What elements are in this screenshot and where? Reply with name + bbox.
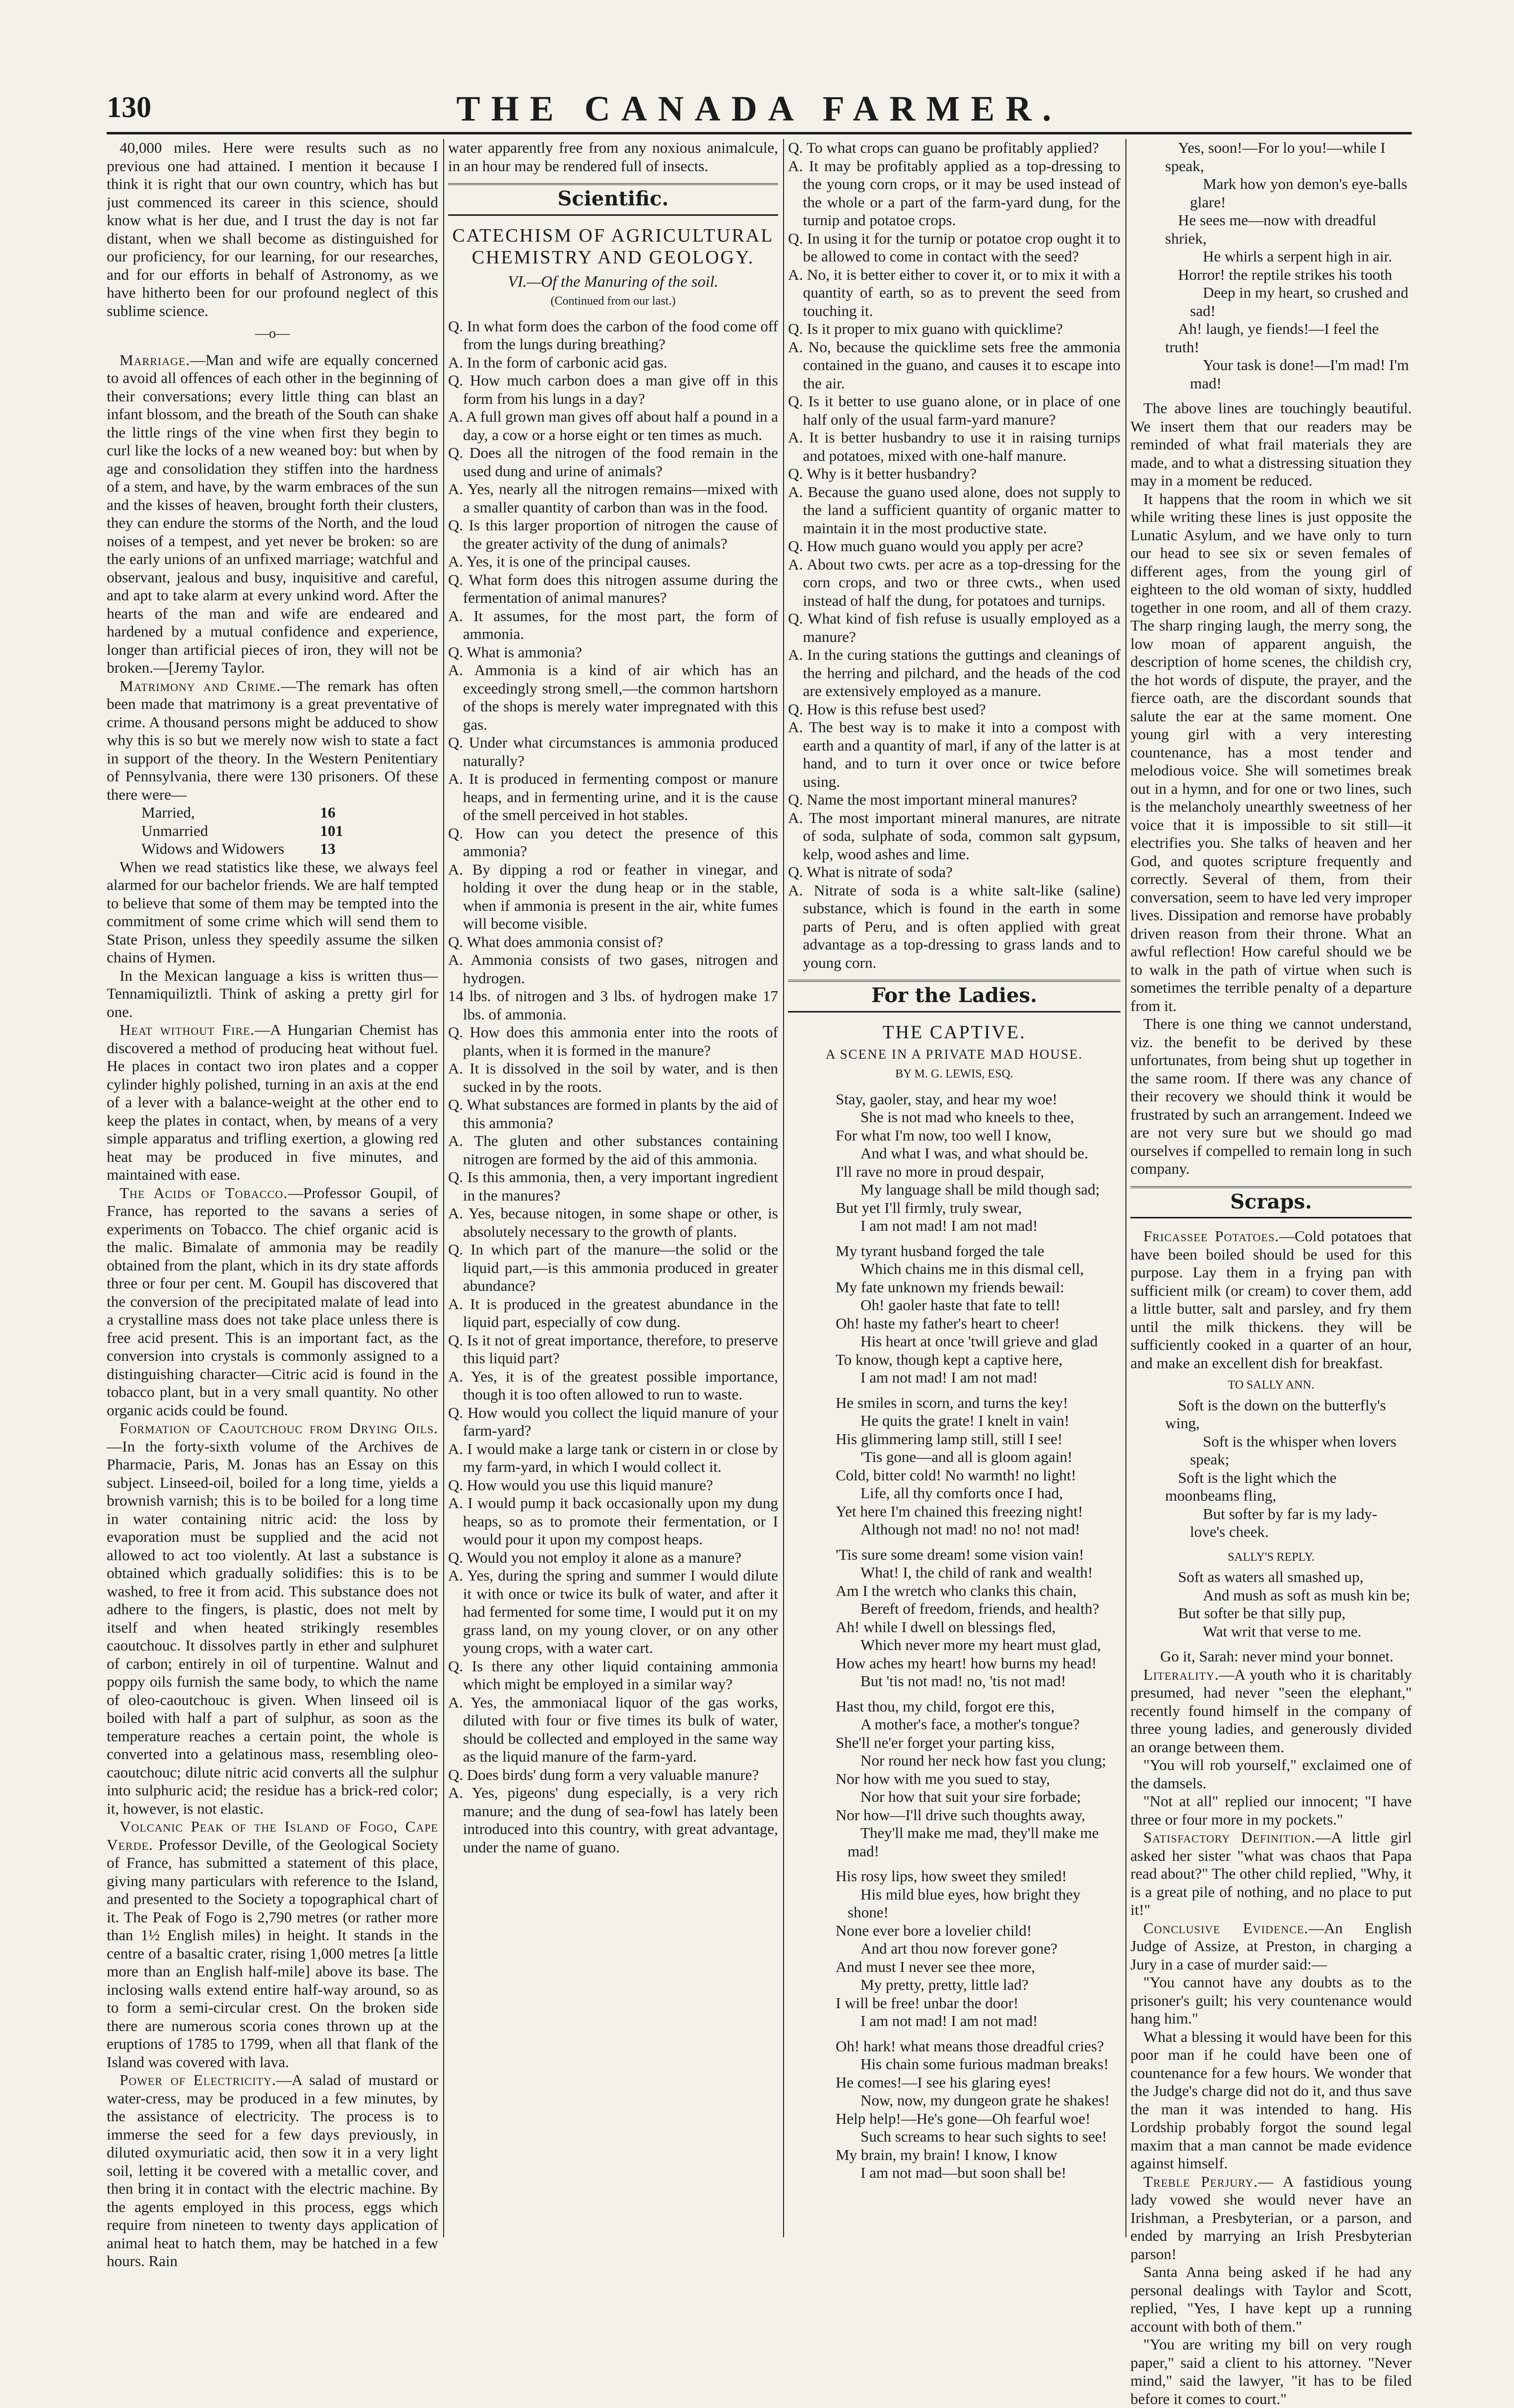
item-text: —A Hungarian Chemist has discovered a method of producing heat without fuel. He places in contact two iron plates and a copper cylinder highly polished, turning in an axis at the end of a lever with a balance-weight at the other end to keep the plates in contact, when, by means of a very simple apparatus and trifling exertion, a glowing red heat may be produced in five minutes, and maintained with ease.	[107, 1021, 438, 1183]
catechism-entry: A. Yes, it is one of the principal causes.	[448, 553, 691, 570]
literality-item	[1130, 1666, 1412, 1757]
catechism-entry: Q. Is it not of great importance, therefore, to preserve this liquid part?	[448, 1331, 778, 1367]
catechism-entry: A. Because the guano used alone, does not supply to the land a sufficient quantity of organic matter to maintain it in the most productive state.	[788, 483, 1120, 537]
catechism-entry: Q. What form does this nitrogen assume during the fermentation of animal manures?	[448, 570, 778, 606]
item-text: —An English Judge of Assize, at Preston, in charging a Jury in a case of murder said:—	[1130, 1919, 1412, 1973]
poem-line: His mild blue eyes, how bright they shone!	[848, 1885, 1081, 1921]
catechism-entry: Q. Does birds' dung form a very valuable manure?	[448, 1766, 759, 1783]
poem-line: Help help!—He's gone—Oh fearful woe!	[836, 2109, 1091, 2127]
heat-item	[107, 1021, 438, 1184]
catechism-entry: A. In the curing stations the guttings and cleanings of the herring and pilchard, and the heads of the cod are extensively employed as a manure.	[788, 646, 1120, 699]
poem-line: He sees me—now with dreadful shriek,	[1165, 211, 1377, 247]
verse-heading: TO SALLY ANN.	[1228, 1379, 1315, 1392]
poem-line: Soft as waters all smashed up,	[1178, 1568, 1364, 1585]
poem-line: Nor how with me you sued to stay,	[836, 1770, 1050, 1787]
item-text: Professor Deville, of the Geological Society of France, has submitted a statement of this place, giving many particulars with reference to the Island, and presented to the Society a topographical chart of it. The Peak of Fogo is 2,790 metres (or rather more than 1½ English miles) in height. It stands in the centre of a basaltic crater, rising 1,000 metres [a little more than an English half-mile] above its base. The inclosing walls extend entire half-way around, so as to form a semi-circular crest. On the broken side there are numerous scoria cones thrown up at the eruptions of 1785 to 1799, when all that flank of the Island was covered with lava.	[107, 1836, 438, 2071]
catechism-entry: Q. What does ammonia consist of?	[448, 933, 663, 951]
santa-anna-paragraph: Santa Anna being asked if he had any personal dealings with Taylor and Scott, replied, "Yes, I have kept up a running account with both of them."	[1130, 2263, 1412, 2335]
catechism-list	[448, 317, 778, 1857]
poem-line: 'Tis sure some dream! some vision vain!	[836, 1545, 1084, 1563]
poem-stanza	[788, 2037, 1120, 2182]
header-rule	[107, 132, 1412, 134]
poem-line: Ah! laugh, ye fiends!—I feel the truth!	[1165, 320, 1379, 356]
bill-paragraph: "You are writing my bill on very rough paper," said a client to his attorney. "Never mind," said the lawyer, "it has to be filed before it comes to court."	[1130, 2336, 1412, 2408]
poem-line: Such screams to hear such sights to see!	[860, 2128, 1107, 2145]
catechism-entry: Q. In what form does the carbon of the food come off from the lungs during breathing?	[448, 317, 778, 353]
poem-line: And art thou now forever gone?	[860, 1940, 1057, 1957]
poem-line: And what I was, and what should be.	[860, 1144, 1088, 1162]
column-divider	[783, 139, 784, 2237]
catechism-entry: A. By dipping a rod or feather in vinegar, and holding it over the dung heap or in the stable, when if ammonia is present in the air, white fumes will become visible.	[448, 860, 778, 932]
item-text: —A youth who it is charitably presumed, had never "seen the elephant," recently found himself in the company of three young ladies, and generously divided an orange between them.	[1130, 1665, 1412, 1756]
poem-line: My fate unknown my friends bewail:	[836, 1278, 1064, 1296]
item-title: Formation of Caoutchouc from Drying Oils.	[120, 1419, 438, 1437]
catechism-entry: Q. How is this refuse best used?	[788, 700, 986, 718]
poem-line: He comes!—I see his glaring eyes!	[836, 2073, 1052, 2091]
poem-line: He smiles in scorn, and turns the key!	[836, 1394, 1068, 1411]
poem-line: Life, all thy comforts once I had,	[860, 1484, 1063, 1502]
catechism-entry: A. The gluten and other substances containing nitrogen are formed by the aid of this ammonia.	[448, 1132, 778, 1168]
evidence-item	[1130, 1919, 1412, 1974]
caoutchouc-item	[107, 1419, 438, 1818]
catechism-entry: A. It is produced in fermenting compost or manure heaps, and in fermenting urine, and it is the cause of the smell perceived in hot stables.	[448, 770, 778, 824]
catechism-entry: Q. In using it for the turnip or potatoe crop ought it to be allowed to come in contact with the seed?	[788, 229, 1120, 265]
item-text: —The remark has often been made that matrimony is a great preventative of crime. A thousand persons might be adduced to show why this is so but we merely now wish to state a fact in support of the theory. In the Western Penitentiary of Pennsylvania, there were 130 prisoners. Of these there were—	[107, 677, 438, 803]
definition-item	[1130, 1829, 1412, 1919]
item-text: —Cold potatoes that have been boiled should be used for this purpose. Lay them in a frying pan with sufficient milk (or cream) to cover them, add a little butter, salt and parsley, and fry them until the milk thickens. they will be sufficiently cooked in a quarter of an hour, and make an excellent dish for breakfast.	[1130, 1227, 1412, 1372]
item-title: Fricassee Potatoes.	[1143, 1227, 1279, 1245]
poem-line: Am I the wretch who clanks this chain,	[836, 1582, 1077, 1599]
column-3	[788, 139, 1120, 2189]
astronomy-paragraph: 40,000 miles. Here were results such as no previous one had attained. I mention it because I think it is right that our own country, which has but just commenced its career in this science, should know what is her due, and I trust the day is not far distant, when we shall become as distinguished for our proficiency, for our learning, for our researches, and for our efforts in behalf of Astronomy, as we have hitherto been for our profound neglect of this sublime science.	[107, 139, 438, 319]
poem-line: My language shall be mild though sad;	[860, 1181, 1100, 1198]
catechism-entry: A. It is produced in the greatest abundance in the liquid part, especially of cow dung.	[448, 1295, 778, 1331]
poem-line: How aches my heart! how burns my head!	[836, 1654, 1097, 1672]
poem-line: To know, though kept a captive here,	[836, 1350, 1063, 1368]
verse-body	[1130, 1396, 1412, 1541]
stat-label: Unmarried	[141, 822, 208, 839]
item-title: Heat without Fire.	[120, 1021, 255, 1038]
column-divider	[443, 139, 444, 2237]
article-title: CATECHISM OF AGRICULTURAL CHEMISTRY AND GEOLOGY.	[452, 225, 774, 268]
poem-line: Deep in my heart, so crushed and sad!	[1190, 284, 1409, 319]
catechism-entry: Q. How would you collect the liquid manure of your farm-yard?	[448, 1403, 778, 1439]
poem-line: Although not mad! no no! not mad!	[860, 1521, 1080, 1538]
literality-paragraph: "You will rob yourself," exclaimed one of the damsels.	[1130, 1756, 1412, 1792]
evidence-paragraph: What a blessing it would have been for this poor man if he could have been one of countenance for a few hours. We wonder that the Judge's charge did not do it, and thus save the man it was intended to hang. His Lordship probably forgot the sound legal maxim that a man cannot be made evidence against himself.	[1130, 2028, 1412, 2172]
volcanic-item	[107, 1818, 438, 2071]
literality-paragraph: "Not at all" replied our innocent; "I have three or four more in my pockets."	[1130, 1792, 1412, 1828]
catechism-entry: Q. How would you use this liquid manure?	[448, 1476, 713, 1494]
masthead	[107, 88, 1412, 130]
stat-label: Married,	[141, 804, 195, 821]
tobacco-item	[107, 1184, 438, 1420]
item-text: —A little girl asked her sister "what was chaos that Papa read about?" The other child replied, "Why, it is a great pile of nothing, and no place to put it!"	[1130, 1829, 1412, 1918]
poem-line: My pretty, pretty, little lad?	[860, 1976, 1029, 1993]
poem-line: And must I never see thee more,	[836, 1958, 1036, 1975]
poem-line: A mother's face, a mother's tongue?	[860, 1715, 1080, 1733]
verse-closing: Go it, Sarah: never mind your bonnet.	[1160, 1648, 1394, 1665]
poem-line: None ever bore a lovelier child!	[836, 1921, 1032, 1939]
poem-line: Cold, bitter cold! No warmth! no light!	[836, 1466, 1076, 1484]
column-divider	[1125, 139, 1126, 2237]
catechism-entry: A. Yes, nearly all the nitrogen remains—mixed with a smaller quantity of carbon than was in the food.	[448, 480, 778, 516]
continued-note: (Continued from our last.)	[550, 295, 676, 308]
item-title: Literality.	[1143, 1665, 1219, 1683]
poem-line: Your task is done!—I'm mad! I'm mad!	[1190, 356, 1409, 392]
poem-line: Wat writ that verse to me.	[1203, 1622, 1362, 1640]
poem-line: Now, now, my dungeon grate he shakes!	[860, 2091, 1110, 2109]
item-title: Volcanic Peak of the Island of Fogo, Cape Verde.	[107, 1818, 438, 1853]
poem-stanza	[788, 1090, 1120, 1235]
poem-line: Soft is the whisper when lovers speak;	[1190, 1432, 1397, 1468]
section-heading-ladies: For the Ladies.	[788, 980, 1120, 1013]
catechism-list	[788, 139, 1120, 972]
section-heading-scraps: Scraps.	[1130, 1186, 1412, 1219]
catechism-entry: A. About two cwts. per acre as a top-dressing for the corn crops, and two or three cwts., when used instead of half the dung, for potatoes and turnips.	[788, 555, 1120, 609]
catechism-entry: Q. How can you detect the presence of this ammonia?	[448, 824, 778, 860]
electricity-item	[107, 2071, 438, 2271]
catechism-entry: Q. Does all the nitrogen of the food remain in the used dung and urine of animals?	[448, 444, 778, 480]
poem-title: THE CAPTIVE.	[882, 1021, 1026, 1043]
poem-line: Soft is the light which the moonbeams fling,	[1165, 1468, 1337, 1504]
catechism-entry: A. A full grown man gives off about half a pound in a day, a cow or a horse eight or ten times as much.	[448, 408, 778, 444]
catechism-entry: Q. Is it better to use guano alone, or in place of one half only of the usual farm-yard manure?	[788, 392, 1120, 428]
item-text: —Man and wife are equally concerned to avoid all offences of each other in the beginning of their conversations; every little thing can blast an infant blossom, and the breath of the South can shake the little rings of the vine when first they begin to curl like the locks of a new weaned boy: but when by age and consolidation they stiffen into the hardness of a stem, and have, by the warm embraces of the sun and the kisses of heaven, brought forth their clusters, they can endure the storms of the North, and the loud noises of a tempest, and yet never be broken: so are the early unions of an unfixed marriage; watchful and observant, jealous and busy, inquisitive and careful, and apt to take alarm at every unkind word. After the hearts of the man and wife are endeared and hardened by a mutual confidence and experience, longer than artificial pieces of iron, they will not be broken.—[Jeremy Taylor.	[107, 351, 438, 676]
poem-continuation	[1130, 139, 1412, 392]
poem-line: Nor round her neck how fast you clung;	[860, 1752, 1107, 1769]
catechism-entry: Q. What is ammonia?	[448, 643, 582, 661]
poem-line: Nor how—I'll drive such thoughts away,	[836, 1806, 1085, 1824]
catechism-entry: A. Yes, it is of the greatest possible importance, though it is too often allowed to run to waste.	[448, 1367, 778, 1403]
item-title: Matrimony and Crime.	[120, 677, 281, 695]
catechism-entry: Q. In which part of the manure—the solid or the liquid part,—is this ammonia produced in greater abundance?	[448, 1241, 778, 1294]
stat-value: 16	[320, 804, 335, 821]
poem-author: BY M. G. LEWIS, ESQ.	[895, 1068, 1013, 1080]
verse-heading: SALLY'S REPLY.	[1227, 1550, 1315, 1564]
catechism-entry: Q. What is nitrate of soda?	[788, 863, 953, 881]
poem-line: I am not mad! I am not mad!	[860, 2012, 1038, 2029]
item-title: Marriage.	[120, 351, 191, 369]
poem-stanza	[788, 1867, 1120, 2030]
poem-stanza	[788, 1242, 1120, 1387]
poem-line: My tyrant husband forged the tale	[836, 1242, 1045, 1260]
catechism-entry: Q. How much guano would you apply per acre?	[788, 537, 1083, 555]
poem-body	[788, 1090, 1120, 2182]
poem-line: I will be free! unbar the door!	[836, 1994, 1019, 2012]
poem-line: Bereft of freedom, friends, and health?	[860, 1600, 1100, 1617]
column-1	[107, 139, 438, 2271]
catechism-entry: A. Nitrate of soda is a white salt-like (saline) substance, which is found in the earth in some parts of Peru, and is often applied with great advantage as a top-dressing to grass lands and to young corn.	[788, 881, 1120, 971]
catechism-entry: A. No, because the quicklime sets free the ammonia contained in the guano, and causes it to escape into the air.	[788, 338, 1120, 392]
catechism-entry: 14 lbs. of nitrogen and 3 lbs. of hydrogen make 17 lbs. of ammonia.	[448, 987, 778, 1023]
poem-line: She is not mad who kneels to thee,	[860, 1108, 1074, 1126]
poem-stanza	[788, 1394, 1120, 1539]
poem-line: For what I'm now, too well I know,	[836, 1126, 1052, 1144]
poem-line: But softer be that silly pup,	[1178, 1604, 1346, 1622]
item-text: — A fastidious young lady vowed she would never have an Irishman, a Presbyterian, or a parson, and ended by marrying an Irish Presbyterian parson!	[1130, 2172, 1412, 2263]
poem-line: But yet I'll firmly, truly swear,	[836, 1199, 1022, 1216]
poem-subtitle: A SCENE IN A PRIVATE MAD HOUSE.	[825, 1046, 1083, 1062]
section-heading-scientific: Scientific.	[448, 183, 778, 216]
poem-stanza	[788, 1698, 1120, 1861]
publication-title: THE CANADA FARMER.	[456, 89, 1062, 128]
catechism-entry: Q. Is there any other liquid containing ammonia which might be employed in a similar way?	[448, 1657, 778, 1693]
poem-line: Oh! haste my father's heart to cheer!	[836, 1314, 1060, 1332]
item-title: Satisfactory Definition.	[1143, 1829, 1316, 1846]
stat-row	[107, 804, 438, 822]
poem-line: Yes, soon!—For lo you!—while I speak,	[1165, 139, 1385, 175]
poem-line: My brain, my brain! I know, I know	[836, 2146, 1057, 2163]
potatoes-item	[1130, 1227, 1412, 1372]
poem-line: Which chains me in this dismal cell,	[860, 1260, 1084, 1277]
poem-line: His glimmering lamp still, still I see!	[836, 1430, 1063, 1448]
catechism-entry: Q. What substances are formed in plants by the aid of this ammonia?	[448, 1096, 778, 1132]
perjury-item	[1130, 2173, 1412, 2264]
poem-line: His chain some furious madman breaks!	[860, 2055, 1109, 2073]
catechism-entry: A. The most important mineral manures, are nitrate of soda, sulphate of soda, common salt gypsum, kelp, wood ashes and lime.	[788, 809, 1120, 863]
verse-body	[1130, 1568, 1412, 1641]
poem-line: Mark how yon demon's eye-balls glare!	[1190, 175, 1407, 211]
catechism-entry: A. I would make a large tank or cistern in or close by my farm-yard, in which I would collect it.	[448, 1440, 778, 1475]
catechism-entry: Q. Is this larger proportion of nitrogen the cause of the greater activity of the dung of animals?	[448, 516, 778, 552]
catechism-entry: Q. Name the most important mineral manures?	[788, 791, 1077, 808]
catechism-entry: A. It assumes, for the most part, the form of ammonia.	[448, 607, 778, 642]
poem-line: Which never more my heart must glad,	[860, 1636, 1101, 1653]
poem-line: His rosy lips, how sweet they smiled!	[836, 1867, 1067, 1885]
page-number: 130	[107, 91, 151, 124]
catechism-entry: Q. Is this ammonia, then, a very important ingredient in the manures?	[448, 1168, 778, 1204]
poem-line: Hast thou, my child, forgot ere this,	[836, 1697, 1055, 1715]
catechism-entry: A. It is dissolved in the soil by water, and is then sucked in by the roots.	[448, 1060, 778, 1095]
item-title: Power of Electricity.	[120, 2071, 276, 2089]
poem-line: I am not mad! I am not mad!	[860, 1217, 1038, 1234]
catechism-entry: A. In the form of carbonic acid gas.	[448, 353, 667, 371]
article-subtitle: VI.—Of the Manuring of the soil.	[508, 272, 719, 290]
poem-line: Stay, gaoler, stay, and hear my woe!	[836, 1090, 1057, 1108]
commentary-paragraph: There is one thing we cannot understand, viz. the benefit to be derived by these unfortunates, from being shut up together in the same room. If there was any chance of their recovery we should think it would be frustrated by such an arrangement. Indeed we are not very sure but we should go mad ourselves if compelled to remain long in such company.	[1130, 1015, 1412, 1177]
catechism-entry: A. It is better husbandry to use it in raising turnips and potatoes, mixed with one-half manure.	[788, 429, 1120, 464]
stat-value: 101	[320, 822, 343, 839]
poem-line: I am not mad! I am not mad!	[860, 1369, 1038, 1386]
catechism-entry: A. I would pump it back occasionally upon my dung heaps, so as to promote their fermentation, or I would pour it upon my compost heaps.	[448, 1494, 778, 1548]
separator: —o—	[255, 326, 290, 341]
poem-line: I'll rave no more in proud despair,	[836, 1162, 1045, 1180]
mexican-paragraph: In the Mexican language a kiss is written thus—Tennamiquiliztli. Think of asking a pretty girl for one.	[107, 966, 438, 1020]
marriage-item	[107, 351, 438, 677]
item-title: Conclusive Evidence.	[1143, 1919, 1309, 1937]
stat-label: Widows and Widowers	[141, 840, 284, 857]
catechism-entry: Q. Under what circumstances is ammonia produced naturally?	[448, 734, 778, 769]
catechism-entry: A. It may be profitably applied as a top-dressing to the young corn crops, or it may be used instead of the whole or a part of the farm-yard dung, for the turnip and potatoe crops.	[788, 157, 1120, 229]
column-4	[1130, 139, 1412, 2408]
catechism-entry: A. No, it is better either to cover it, or to mix it with a quantity of earth, so as to prevent the seed from touching it.	[788, 265, 1120, 319]
catechism-entry: Q. What kind of fish refuse is usually employed as a manure?	[788, 610, 1120, 645]
poem-stanza	[788, 1546, 1120, 1691]
poem-line: Ah! while I dwell on blessings fled,	[836, 1618, 1056, 1636]
catechism-entry: A. Ammonia consists of two gases, nitrogen and hydrogen.	[448, 951, 778, 987]
catechism-entry: Q. Why is it better husbandry?	[788, 465, 977, 482]
column-2	[448, 139, 778, 1856]
poem-line: His heart at once 'twill grieve and glad	[860, 1332, 1098, 1350]
catechism-entry: A. Ammonia is a kind of air which has an exceedingly strong smell,—the common hartshorn of the shops is merely water impregnated with this gas.	[448, 661, 778, 733]
evidence-paragraph: "You cannot have any doubts as to the prisoner's guilt; his very countenance would hang him."	[1130, 1973, 1412, 2027]
poem-line: What! I, the child of rank and wealth!	[860, 1564, 1093, 1581]
poem-line: She'll ne'er forget your parting kiss,	[836, 1733, 1055, 1751]
poem-line: I am not mad—but soon shall be!	[860, 2164, 1066, 2181]
commentary-paragraph: The above lines are touchingly beautiful. We insert them that our readers may be reminded of what frail materials they are made, and to what a distressing situation they may in a moment be reduced.	[1130, 399, 1412, 489]
poem-line: Horror! the reptile strikes his tooth	[1178, 265, 1392, 283]
item-title: Treble Perjury.	[1143, 2172, 1258, 2190]
commentary-paragraph: It happens that the room in which we sit while writing these lines is just opposite the Lunatic Asylum, and we have only to turn our head to see six or seven females of different ages, from the young girl of eighteen to the old woman of sixty, huddled together in one room, and all of them crazy. The sharp ringing laugh, the merry song, the low moan of apparent anguish, the description of home scenes, the childish cry, the hot words of dispute, the prayer, and the fierce oath, are the discordant sounds that salute the ear at the same moment. One young girl with a very interesting countenance, has a most tender and melodious voice. She will sometimes break out in a hymn, and for one or two lines, such is the melancholy unearthly sweetness of her voice that it is impossible to sit still—it electrifies you. She talks of heaven and her God, and quotes scripture frequently and correctly. Several of them, from their conversation, seem to have led very improper lives. Dissipation and remorse have probably driven reason from their throne. What an awful reflection! How careful should we be to walk in the path of virtue when such is sometimes the terrible penalty of a departure from it.	[1130, 490, 1412, 1014]
catechism-entry: A. The best way is to make it into a compost with earth and a quantity of marl, if any of the latter is at hand, and to turn it over once or twice before using.	[788, 718, 1120, 790]
poem-line: Nor how that suit your sire forbade;	[860, 1788, 1081, 1805]
catechism-entry: A. Yes, because nitogen, in some shape or other, is absolutely necessary to the growth of plants.	[448, 1204, 778, 1240]
catechism-entry: A. Yes, pigeons' dung especially, is a very rich manure; and the dung of sea-fowl has lately been introduced into this country, with great advantage, under the name of guano.	[448, 1784, 778, 1856]
stat-row	[107, 840, 438, 858]
poem-line: He quits the grate! I knelt in vain!	[860, 1412, 1069, 1429]
catechism-entry: Q. To what crops can guano be profitably applied?	[788, 139, 1099, 156]
poem-line: Oh! gaoler haste that fate to tell!	[860, 1296, 1060, 1314]
prisoner-stats	[107, 804, 438, 858]
poem-line: He whirls a serpent high in air.	[1203, 248, 1392, 265]
catechism-entry: Q. How does this ammonia enter into the roots of plants, when it is formed in the manure?	[448, 1023, 778, 1059]
catechism-entry: A. Yes, during the spring and summer I would dilute it with once or twice its bulk of water, and after it had fermented for some time, I would put it on my grass land, on my young clover, or on any other young crops, with a water cart.	[448, 1567, 778, 1656]
poem-line: But 'tis not mad! no, 'tis not mad!	[860, 1672, 1066, 1690]
poem-line: Oh! hark! what means those dreadful cries?	[836, 2037, 1104, 2055]
item-title: The Acids of Tobacco.	[120, 1184, 288, 1202]
stat-row	[107, 822, 438, 840]
catechism-entry: Q. Is it proper to mix guano with quicklime?	[788, 320, 1063, 337]
crime-paragraph: When we read statistics like these, we always feel alarmed for our bachelor friends. We are half tempted to believe that some of them may be tempted into the commitment of some crime which will send them to State Prison, unless they speedily assume the silken chains of Hymen.	[107, 858, 438, 966]
poem-line: 'Tis gone—and all is gloom again!	[860, 1448, 1073, 1465]
poem-line: They'll make me mad, they'll make me mad!	[848, 1824, 1099, 1860]
continued-text: water apparently free from any noxious animalcule, in an hour may be rendered full of insects.	[448, 139, 778, 175]
catechism-entry: Q. How much carbon does a man give off in this form from his lungs in a day?	[448, 372, 778, 407]
poem-line: Soft is the down on the butterfly's wing,	[1165, 1396, 1386, 1432]
catechism-entry: Q. Would you not employ it alone as a manure?	[448, 1548, 741, 1566]
item-text: —Professor Goupil, of France, has reported to the savans a series of experiments on Tobacco. The chief organic acid is the malic. Bimalate of ammonia may be readily obtained from the plant, which in its dry state affords three or four per cent. M. Goupil has discovered that the conversion of the precipitated malate of lead into a crystalline mass does not take place unless there is free acid present. This is an important fact, as the conversion into crystals is commonly assigned to a distinguishing character—Citric acid is found in the tobacco plant, but in a very small quantity. No other organic acids could be found.	[107, 1184, 438, 1419]
catechism-entry: A. Yes, the ammoniacal liquor of the gas works, diluted with four or five times its bulk of water, should be collected and employed in the same way as the liquid manure of the farm-yard.	[448, 1693, 778, 1765]
poem-line: And mush as soft as mush kin be;	[1203, 1586, 1410, 1604]
crime-item	[107, 677, 438, 804]
item-text: —A salad of mustard or water-cress, may be produced in a few minutes, by the assistance of electricity. The process is to immerse the seed for a few days previously, in diluted oxymuriatic acid, then sow it in a very light soil, letting it be covered with a metallic cover, and then bring it in contact with the electric machine. By the agents employed in this process, eggs which require from nineteen to twenty days application of animal heat to hatch them, may be hatched in a few hours. Rain	[107, 2071, 438, 2270]
poem-line: Yet here I'm chained this freezing night!	[836, 1502, 1083, 1520]
stat-value: 13	[320, 840, 335, 857]
poem-line: But softer by far is my lady-love's cheek.	[1190, 1505, 1378, 1540]
item-text: —In the forty-sixth volume of the Archives de Pharmacie, Paris, M. Jonas has an Essay on this subject. Linseed-oil, boiled for a long time, yields a brownish varnish; this is to be boiled for a long time in water containing nitric acid: the loss by evaporation must be supplied and the acid not allowed to act too violently. At last a substance is obtained which gradually solidifies: this is to be washed, to free it from acid. This substance does not adhere to the fingers, is plastic, does not melt by itself and when heated strikingly resembles caoutchouc. It dissolves partly in ether and sulphuret of carbon; entirely in oil of turpentine. Walnut and poppy oils furnish the same body, to which the name of oleo-caoutchouc is given. When linseed oil is boiled with half a part of sulphur, as soon as the temperature reaches a certain point, the whole is converted into a gelatinous mass, resembling oleo-caoutchouc; dilute nitric acid converts all the sulphur into sulphuric acid; the residue has a brick-red color; it, however, is not elastic.	[107, 1437, 438, 1817]
